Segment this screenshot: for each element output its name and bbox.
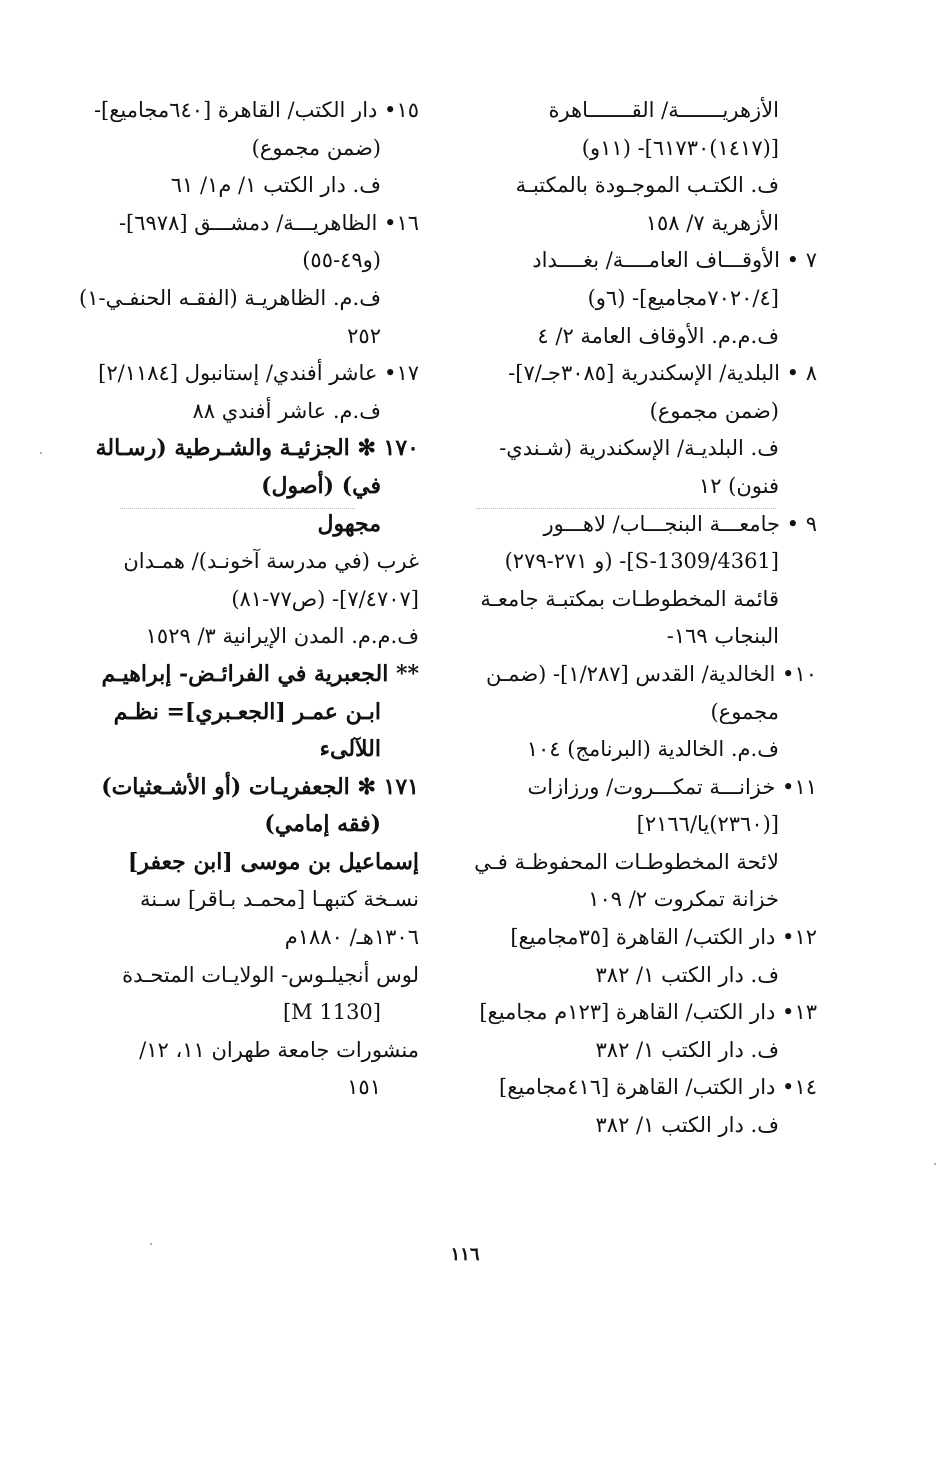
- left-column-line: اللآلىء: [319, 736, 381, 763]
- left-column-line: (و٤٩-٥٥): [302, 248, 381, 273]
- right-column-line: ف. دار الكتب ١/ ٣٨٢: [595, 962, 779, 987]
- right-column-line: ٩ • جامعـــة البنجـــاب/ لاهـــور: [543, 511, 817, 536]
- right-column-line: خزانة تمكروت ٢/ ١٠٩: [588, 887, 779, 912]
- left-column-line: ف. دار الكتب ١/ م١/ ٦١: [170, 173, 381, 198]
- right-column-line: [(٢٣٦٠)يا/٢١٦٦]: [636, 812, 779, 837]
- left-column-line: ١٧• عاشر أفندي/ إستانبول [٢/١١٨٤]: [98, 361, 419, 386]
- left-column-line: نسـخة كتبهـا [محمـد بـاقر] سـنة: [139, 887, 419, 912]
- right-column-line: ٧ • الأوقـــاف العامــــة/ بغــــداد: [532, 248, 817, 273]
- left-column-line: [M 1130]: [282, 1000, 381, 1025]
- left-column-line: مجهول: [317, 510, 381, 537]
- left-column-line: [٧/٤٧٠٧]- (ص٧٧-٨١): [231, 586, 419, 611]
- right-column-line: مجموع): [710, 699, 779, 724]
- right-column-line: ف.م. الخالدية (البرنامج) ١٠٤: [526, 737, 779, 762]
- right-column-line: ف. البلديـة/ الإسكندرية (شـندي-: [499, 436, 779, 461]
- left-column-line: ١٧١ ✻ الجعفريـات (أو الأشـعثيات): [101, 773, 419, 800]
- left-column: [79, 92, 419, 1107]
- right-column-line: ١٠• الخالدية/ القدس [١/٢٨٧]- (ضمـن: [486, 661, 817, 686]
- left-column-line: ٢٥٢: [347, 323, 381, 348]
- left-column-line: ف.م. عاشر أفندي ٨٨: [192, 398, 381, 423]
- right-column-line: فنون) ١٢: [698, 473, 779, 498]
- scan-dotted-line: [476, 508, 776, 509]
- left-column-line: (ضمن مجموع): [251, 135, 381, 160]
- left-column-line: ابـن عمـر [الجعـبري]= نظـم: [113, 698, 381, 725]
- scan-speck: [150, 1243, 152, 1245]
- right-column-line: لائحة المخطوطـات المحفوظـة فـي: [474, 849, 779, 874]
- left-column-line: ** الجعبرية في الفرائـض- إبراهيـم: [101, 660, 419, 687]
- right-column-line: [(١٤١٧)٦١٧٣٠]- (١١و): [581, 135, 779, 160]
- right-column-line: ٨ • البلدية/ الإسكندرية [٣٠٨٥جـ/٧]-: [508, 361, 817, 386]
- right-column-line: البنجاب ١٦٩-: [666, 624, 779, 649]
- left-column-line: ١٥• دار الكتب/ القاهرة [٦٤٠مجاميع]-: [93, 98, 419, 122]
- left-column-line: ف.م.م. المدن الإيرانية ٣/ ١٥٢٩: [145, 624, 419, 649]
- left-column-line: منشورات جامعة طهران ١١، ١٢/: [139, 1037, 419, 1062]
- right-column-line: الأزهريـــــــة/ القـــــــاهرة: [548, 98, 779, 122]
- left-column-line: لوس أنجيلـوس- الولايـات المتحـدة: [122, 962, 419, 987]
- right-column-line: ١٣• دار الكتب/ القاهرة [١٢٣م مجاميع]: [479, 1000, 817, 1025]
- right-column-line: ف. دار الكتب ١/ ٣٨٢: [595, 1037, 779, 1062]
- right-column-line: [S-1309/4361]- (و ٢٧١-٢٧٩): [504, 549, 779, 574]
- right-column-line: ١٤• دار الكتب/ القاهرة [٤١٦مجاميع]: [499, 1075, 817, 1100]
- left-column-line: ف.م. الظاهريـة (الفقـه الحنفـي-١): [79, 285, 381, 310]
- right-column: [472, 92, 817, 1145]
- left-column-line: ١٦• الظاهريـــة/ دمشـــق [٦٩٧٨]-: [118, 210, 419, 235]
- right-column-line: [٧٠٢٠/٤مجاميع]- (٦و): [587, 285, 779, 310]
- left-column-line: غرب (في مدرسة آخونـد)/ همـدان: [123, 549, 419, 574]
- right-column-line: قائمة المخطوطـات بمكتبـة جامعـة: [480, 586, 779, 611]
- left-column-line: إسماعيل بن موسى [ابن جعفر]: [127, 848, 419, 875]
- left-column-line: ١٥١: [347, 1075, 381, 1100]
- left-column-line: (فقه إمامي): [264, 811, 381, 838]
- right-column-line: ف.م.م. الأوقاف العامة ٢/ ٤: [537, 323, 779, 348]
- right-column-line: الأزهرية ٧/ ١٥٨: [645, 210, 779, 235]
- left-column-line: ١٧٠ ✻ الجزئيـة والشـرطية (رسـالة: [95, 435, 419, 462]
- page-number: ١١٦: [450, 1244, 480, 1265]
- scan-dotted-line: [120, 508, 355, 509]
- right-column-line: ف. دار الكتب ١/ ٣٨٢: [595, 1113, 779, 1138]
- right-column-line: ١١• خزانـــة تمكـــروت/ ورزازات: [527, 774, 817, 799]
- right-column-line: ف. الكتـب الموجـودة بالمكتبـة: [515, 173, 779, 198]
- right-column-line: ١٢• دار الكتب/ القاهرة [٣٥مجاميع]: [510, 925, 817, 950]
- scan-speck: [40, 452, 42, 454]
- left-column-line: ١٣٠٦هـ/ ١٨٨٠م: [284, 925, 419, 950]
- left-column-line: في) (أصول): [261, 472, 381, 499]
- scan-speck: [934, 1163, 936, 1165]
- right-column-line: (ضمن مجموع): [649, 398, 779, 423]
